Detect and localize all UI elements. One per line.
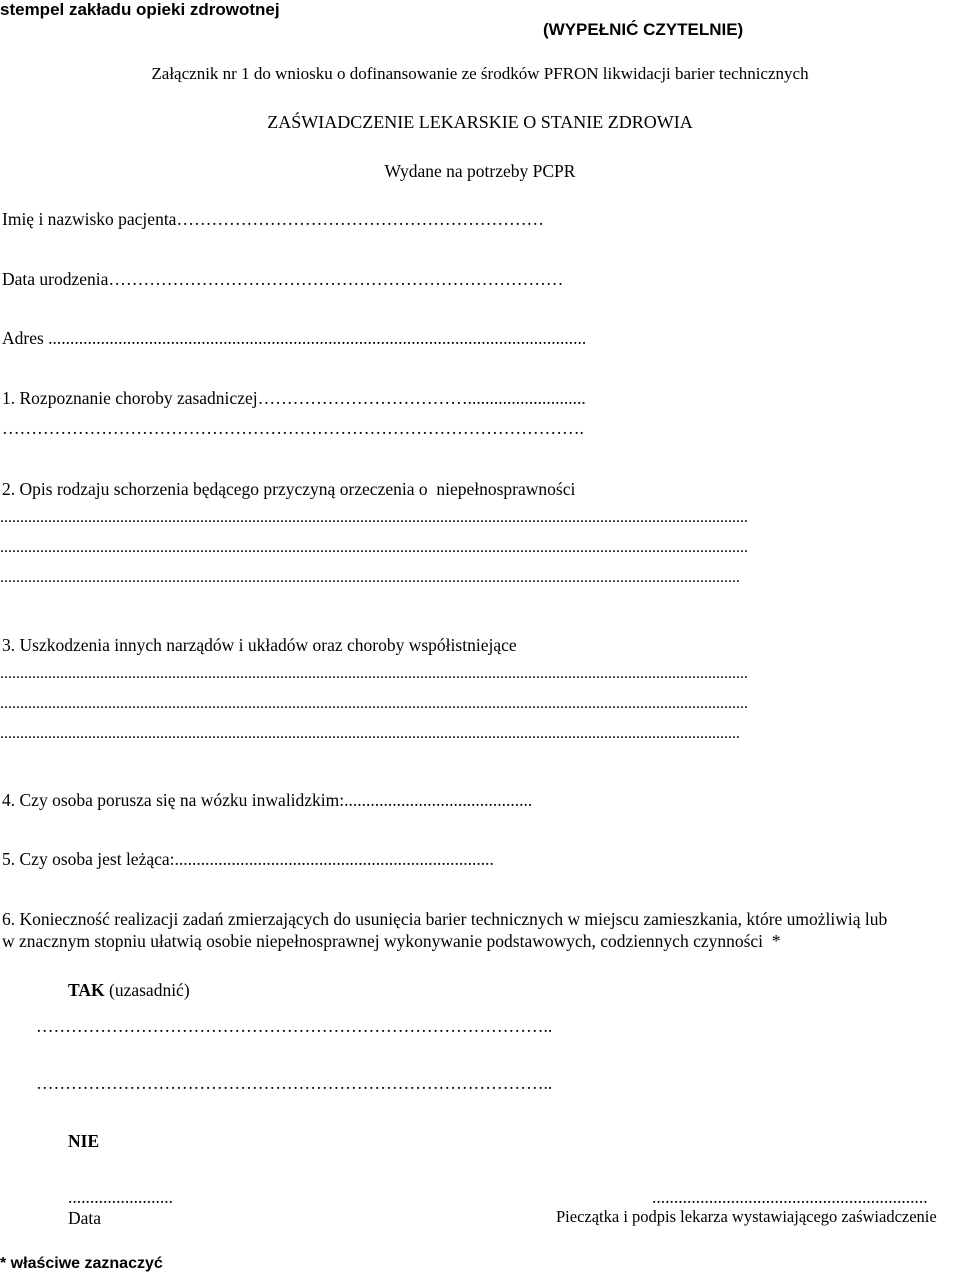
barriers-question-line-1: 6. Konieczność realizacji zadań zmierzających do usunięcia barier technicznych w miejscu zamieszkania, które umożliwią lub [2,909,888,929]
attachment-note: Załącznik nr 1 do wniosku o dofinansowanie ze środków PFRON likwidacji barier technicznych [151,64,809,83]
condition-description-line-1[interactable]: ........................................................................................................................................................................................... [0,509,748,526]
yes-label: TAK [68,980,105,1000]
comorbidities-line-1[interactable]: ........................................................................................................................................................................................... [0,665,748,682]
yes-justification-line-1[interactable]: …………………………………………………………………………….. [36,1016,553,1036]
stamp-label: stempel zakładu opieki zdrowotnej [0,0,280,19]
doctor-stamp-label: Pieczątka i podpis lekarza wystawiającego zaświadczenie [556,1207,937,1226]
comorbidities-line-2[interactable]: ........................................................................................................................................................................................... [0,695,748,712]
condition-description-heading: 2. Opis rodzaju schorzenia będącego przyczyną orzeczenia o niepełnosprawności [2,479,576,499]
wheelchair-question-field[interactable]: 4. Czy osoba porusza się na wózku inwalidzkim:........................................... [2,790,533,810]
date-signature-dots[interactable]: ........................ [68,1187,173,1207]
document-title: ZAŚWIADCZENIE LEKARSKIE O STANIE ZDROWIA [267,112,693,132]
no-option[interactable]: NIE [68,1131,100,1151]
bedridden-question-field[interactable]: 5. Czy osoba jest leżąca:......................................................................... [2,849,494,869]
yes-justification-line-2[interactable]: …………………………………………………………………………….. [36,1073,553,1093]
yes-option[interactable] [68,980,190,1000]
birth-date-field[interactable]: Data urodzenia…………………………………………………………………… [2,269,564,289]
doctor-stamp-dots[interactable]: ............................................................... [652,1187,928,1207]
diagnosis-field[interactable]: 1. Rozpoznanie choroby zasadniczej………………………………........................... [2,388,586,408]
yes-hint: (uzasadnić) [104,980,190,1000]
comorbidities-heading: 3. Uszkodzenia innych narządów i układów oraz choroby współistniejące [2,635,517,655]
issued-for: Wydane na potrzeby PCPR [384,161,576,181]
address-field[interactable]: Adres ........................................................................................................................... [2,328,587,348]
barriers-question-line-2: w znacznym stopniu ułatwią osobie niepełnosprawnej wykonywanie podstawowych, codziennych czynności * [2,931,781,951]
patient-name-field[interactable]: Imię i nazwisko pacjenta……………………………………………………… [2,209,544,229]
footnote: * właściwe zaznaczyć [0,1255,163,1272]
date-label: Data [68,1208,102,1228]
diagnosis-continuation[interactable]: ………………………………………………………………………………………. [2,418,584,438]
condition-description-line-2[interactable]: ........................................................................................................................................................................................... [0,539,748,556]
comorbidities-line-3[interactable]: ......................................................................................................................................................................................... [0,725,740,742]
condition-description-line-3[interactable]: ......................................................................................................................................................................................... [0,569,740,586]
fill-legibly-note: (WYPEŁNIĆ CZYTELNIE) [543,20,744,39]
